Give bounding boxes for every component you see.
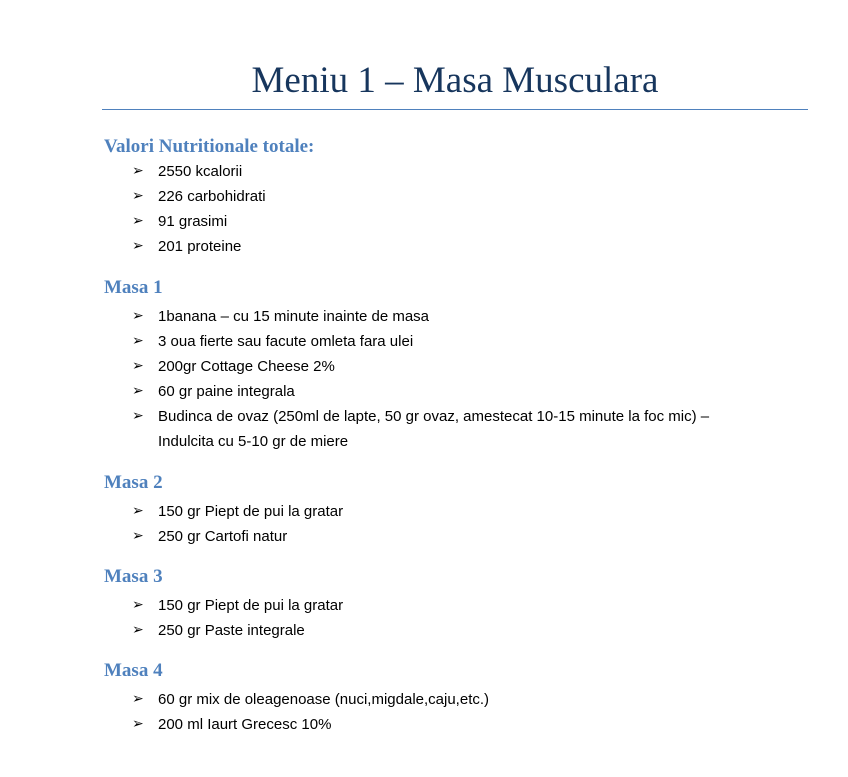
list-item-text: 200 ml Iaurt Grecesc 10% xyxy=(158,716,332,733)
section-heading: Masa 2 xyxy=(104,472,163,493)
list-item xyxy=(104,499,824,524)
arrow-bullet-icon: ➢ xyxy=(132,308,144,324)
list-item-text: 226 carbohidrati xyxy=(158,188,266,205)
arrow-bullet-icon: ➢ xyxy=(132,528,144,544)
arrow-bullet-icon: ➢ xyxy=(132,597,144,613)
arrow-bullet-icon: ➢ xyxy=(132,358,144,374)
list-item xyxy=(104,524,824,549)
title-underline-rule xyxy=(102,109,808,110)
list-item xyxy=(104,304,824,329)
list-item-text: 200gr Cottage Cheese 2% xyxy=(158,358,335,375)
section-masa-3 xyxy=(104,565,824,643)
page-title: Meniu 1 – Masa Musculara xyxy=(251,60,659,101)
section-masa-4 xyxy=(104,659,824,737)
section-masa-1 xyxy=(104,276,824,454)
list-item xyxy=(104,712,824,737)
item-list xyxy=(104,593,824,643)
list-item xyxy=(104,618,824,643)
list-item-text: 250 gr Cartofi natur xyxy=(158,528,288,545)
list-item-text: 60 gr paine integrala xyxy=(158,383,295,400)
list-item xyxy=(104,687,824,712)
list-item-text: 150 gr Piept de pui la gratar xyxy=(158,597,344,614)
section-heading: Valori Nutritionale totale: xyxy=(104,136,315,157)
arrow-bullet-icon: ➢ xyxy=(132,383,144,399)
list-item xyxy=(104,209,824,234)
list-item xyxy=(104,184,824,209)
list-item-text: 60 gr mix de oleagenoase (nuci,migdale,caju,etc.) xyxy=(158,691,490,708)
section-nutrition-totals xyxy=(104,135,824,259)
arrow-bullet-icon: ➢ xyxy=(132,163,144,179)
list-item xyxy=(104,379,824,404)
item-list xyxy=(104,499,824,549)
arrow-bullet-icon: ➢ xyxy=(132,213,144,229)
list-item xyxy=(104,234,824,259)
item-list xyxy=(104,159,824,259)
list-item xyxy=(104,593,824,618)
list-item-text: Budinca de ovaz (250ml de lapte, 50 gr ovaz, amestecat 10-15 minute la foc mic) – xyxy=(158,408,710,425)
list-item-text: 91 grasimi xyxy=(158,213,228,230)
arrow-bullet-icon: ➢ xyxy=(132,333,144,349)
item-list xyxy=(104,304,824,429)
list-item-text: 250 gr Paste integrale xyxy=(158,622,305,639)
list-item-text: 2550 kcalorii xyxy=(158,163,243,180)
list-item-text: 3 oua fierte sau facute omleta fara ulei xyxy=(158,333,414,350)
arrow-bullet-icon: ➢ xyxy=(132,503,144,519)
list-item-text: 1banana – cu 15 minute inainte de masa xyxy=(158,308,430,325)
arrow-bullet-icon: ➢ xyxy=(132,188,144,204)
section-heading: Masa 4 xyxy=(104,660,163,681)
item-list xyxy=(104,687,824,737)
arrow-bullet-icon: ➢ xyxy=(132,238,144,254)
arrow-bullet-icon: ➢ xyxy=(132,691,144,707)
arrow-bullet-icon: ➢ xyxy=(132,622,144,638)
list-item-text: 150 gr Piept de pui la gratar xyxy=(158,503,344,520)
list-item xyxy=(104,354,824,379)
arrow-bullet-icon: ➢ xyxy=(132,408,144,424)
list-item xyxy=(104,329,824,354)
list-item xyxy=(104,404,824,429)
list-item-text: 201 proteine xyxy=(158,238,242,255)
arrow-bullet-icon: ➢ xyxy=(132,716,144,732)
section-heading: Masa 3 xyxy=(104,566,163,587)
section-masa-2 xyxy=(104,471,824,549)
list-item xyxy=(104,159,824,184)
list-item-continuation: Indulcita cu 5-10 gr de miere xyxy=(158,433,349,450)
section-heading: Masa 1 xyxy=(104,277,163,298)
